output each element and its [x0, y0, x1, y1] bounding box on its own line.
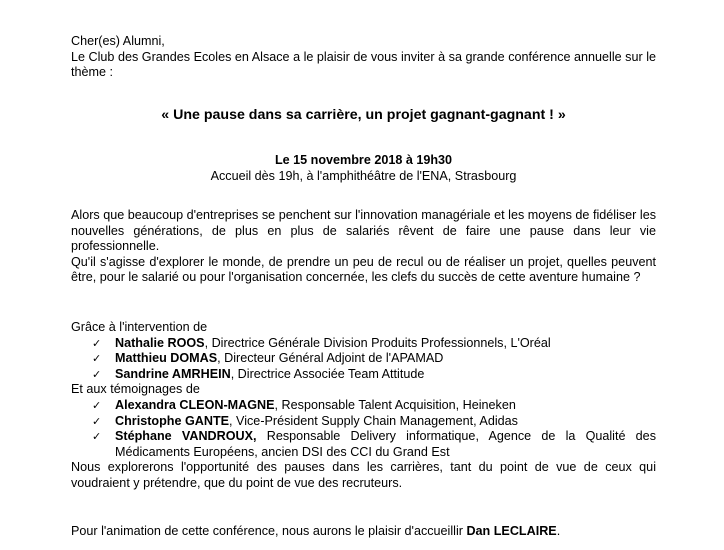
check-icon: ✓	[92, 367, 102, 381]
check-icon: ✓	[92, 414, 102, 428]
body-text	[71, 208, 656, 286]
closing-sentence	[71, 524, 656, 540]
speakers-heading: Grâce à l'intervention de	[71, 320, 208, 334]
witness-role: Responsable Delivery informatique, Agence de la Qualité des Médicaments Européens, ancien DSI des CCI du Grand Est	[115, 429, 656, 459]
list-item	[71, 398, 656, 414]
witness-name: Stéphane VANDROUX,	[115, 429, 257, 444]
event-date: Le 15 novembre 2018 à 19h30	[274, 153, 453, 167]
speaker-name: Sandrine AMRHEIN	[115, 366, 231, 381]
testimonials-heading: Et aux témoignages de	[71, 382, 200, 397]
speaker-role: , Directrice Associée Team Attitude	[230, 366, 425, 381]
paragraph-innovation: Alors que beaucoup d'entreprises se penchent sur l'innovation managériale et les moyens de fidéliser les nouvelles générations, de plus en plus de salariés rêvent de faire une pause dans leur vie professionnelle.	[71, 208, 656, 254]
check-icon: ✓	[92, 336, 102, 350]
conference-title: « Une pause dans sa carrière, un projet gagnant-gagnant ! »	[161, 107, 566, 123]
event-details	[71, 153, 656, 184]
closing-end: .	[556, 524, 561, 538]
intro-paragraph: Le Club des Grandes Ecoles en Alsace a le plaisir de vous inviter à sa grande conférence annuelle sur le thème :	[71, 49, 656, 80]
event-venue: Accueil dès 19h, à l'amphithéâtre de l'ENA, Strasbourg	[210, 168, 517, 183]
check-icon: ✓	[92, 430, 102, 444]
speaker-role: , Directeur Général Adjoint de l'APAMAD	[217, 351, 444, 366]
check-icon: ✓	[92, 398, 102, 412]
conference-title-block	[71, 108, 656, 124]
participants	[71, 320, 656, 492]
list-item	[71, 351, 656, 367]
list-item	[71, 414, 656, 430]
witness-role: , Responsable Talent Acquisition, Heineken	[274, 397, 516, 412]
paragraph-opportunity: Nous explorerons l'opportunité des pauses dans les carrières, tant du point de vue de ceux qui voudraient y prétendre, que du point de vue des recruteurs.	[71, 460, 656, 490]
list-item	[71, 367, 656, 383]
paragraph-question: Qu'il s'agisse d'explorer le monde, de prendre un peu de recul ou de réaliser un projet, quelles peuvent être, pour le salarié ou pour l'organisation concernée, les clefs du succès de cette aventure humaine ?	[71, 254, 656, 285]
witness-name: Alexandra CLEON-MAGNE	[115, 397, 275, 412]
speaker-name: Matthieu DOMAS	[115, 351, 218, 366]
check-icon: ✓	[92, 352, 102, 366]
testimonials-list	[71, 398, 656, 460]
greeting: Cher(es) Alumni,	[71, 34, 165, 48]
speakers-list	[71, 336, 656, 383]
list-item	[71, 429, 656, 460]
list-item	[71, 336, 656, 352]
closing-text: Pour l'animation de cette conférence, nous aurons le plaisir d'accueillir	[71, 524, 467, 538]
witness-role: , Vice-Président Supply Chain Management, Adidas	[229, 413, 518, 428]
speaker-name: Nathalie ROOS	[115, 335, 205, 350]
closing-block	[71, 524, 656, 540]
witness-name: Christophe GANTE	[115, 413, 230, 428]
host-name: Dan LECLAIRE	[466, 524, 557, 538]
speaker-role: , Directrice Générale Division Produits Professionnels, L'Oréal	[204, 335, 551, 350]
opening	[71, 34, 656, 81]
